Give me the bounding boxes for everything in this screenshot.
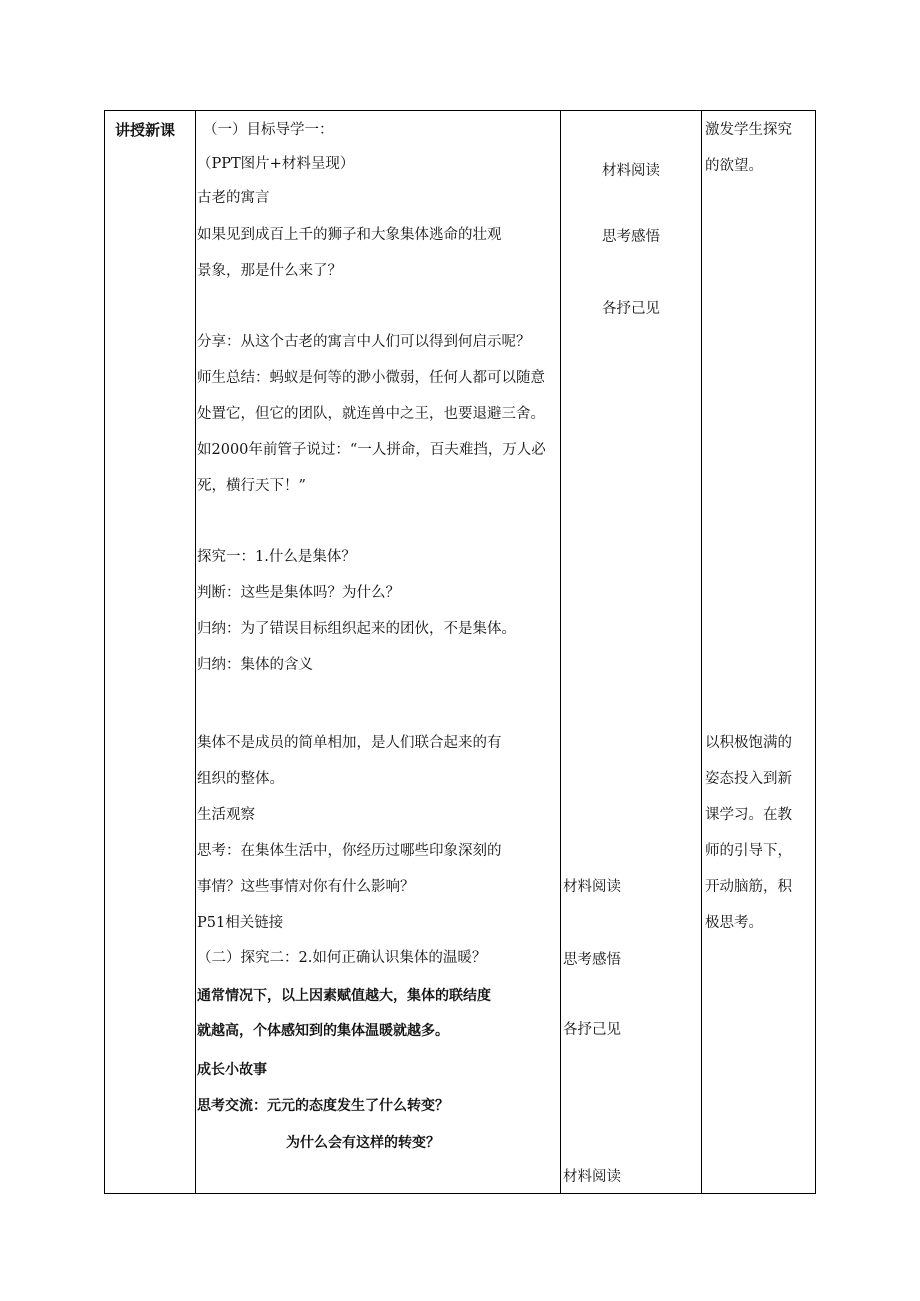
content-line: P51相关链接 <box>197 915 284 931</box>
content-line-bold: 成长小故事 <box>197 1062 267 1078</box>
section-label: 讲授新课 <box>115 121 176 139</box>
content-line: 古老的寓言 <box>197 190 270 206</box>
content-line: 师生总结：蚂蚁是何等的渺小微弱，任何人都可以随意 <box>197 370 545 386</box>
content-line: 思考：在集体生活中，你经历过哪些印象深刻的 <box>197 843 502 859</box>
student-activity: 思考感悟 <box>602 229 660 245</box>
student-activity: 材料阅读 <box>563 1169 621 1185</box>
design-intent-line: 的欲望。 <box>705 158 763 174</box>
content-line: 如果见到成百上千的狮子和大象集体逃命的壮观 <box>197 227 502 243</box>
content-line: 集体不是成员的简单相加，是人们联合起来的有 <box>197 735 502 751</box>
content-line: （一）目标导学一： <box>203 122 334 138</box>
column-divider <box>560 111 561 1193</box>
content-line: 分享：从这个古老的寓言中人们可以得到何启示呢？ <box>197 334 531 350</box>
student-activity: 材料阅读 <box>602 163 660 179</box>
content-line: 生活观察 <box>197 807 255 823</box>
content-line: 探究一：1.什么是集体？ <box>197 549 356 565</box>
student-activity: 思考感悟 <box>563 952 621 968</box>
content-line-bold: 就越高，个体感知到的集体温暖就越多。 <box>197 1023 449 1039</box>
content-line-bold: 思考交流：元元的态度发生了什么转变？ <box>197 1098 449 1114</box>
content-line-bold: 为什么会有这样的转变？ <box>286 1135 440 1151</box>
content-line-bold: 通常情况下，以上因素赋值越大，集体的联结度 <box>197 988 491 1004</box>
design-intent-line: 激发学生探究 <box>705 122 792 138</box>
column-divider <box>195 111 196 1193</box>
content-line: （二）探究二：2.如何正确认识集体的温暖？ <box>197 950 487 966</box>
design-intent-line: 课学习。在教 <box>705 807 792 823</box>
design-intent-line: 姿态投入到新 <box>705 771 792 787</box>
lesson-plan-table <box>104 110 816 1194</box>
content-line: 如2000年前管子说过：“一人拼命，百夫难挡，万人必 <box>197 442 546 458</box>
design-intent-line: 师的引导下， <box>705 843 792 859</box>
design-intent-line: 极思考。 <box>705 915 763 931</box>
content-line: 判断：这些是集体吗？为什么？ <box>197 585 400 601</box>
content-line: 归纳：集体的含义 <box>197 657 313 673</box>
student-activity: 各抒己见 <box>602 301 660 317</box>
content-line: 景象，那是什么来了？ <box>197 263 342 279</box>
student-activity: 材料阅读 <box>563 879 621 895</box>
content-line: 组织的整体。 <box>197 771 284 787</box>
content-line: 死，横行天下！” <box>197 478 306 494</box>
column-divider <box>701 111 702 1193</box>
content-line: 事情？这些事情对你有什么影响？ <box>197 879 415 895</box>
content-line: 归纳：为了错误目标组织起来的团伙，不是集体。 <box>197 621 516 637</box>
content-line: （PPT图片+材料呈现） <box>197 156 355 172</box>
design-intent-line: 以积极饱满的 <box>705 735 792 751</box>
content-line: 处置它，但它的团队，就连兽中之王，也要退避三舍。 <box>197 406 545 422</box>
design-intent-line: 开动脑筋，积 <box>705 879 792 895</box>
student-activity: 各抒己见 <box>563 1022 621 1038</box>
